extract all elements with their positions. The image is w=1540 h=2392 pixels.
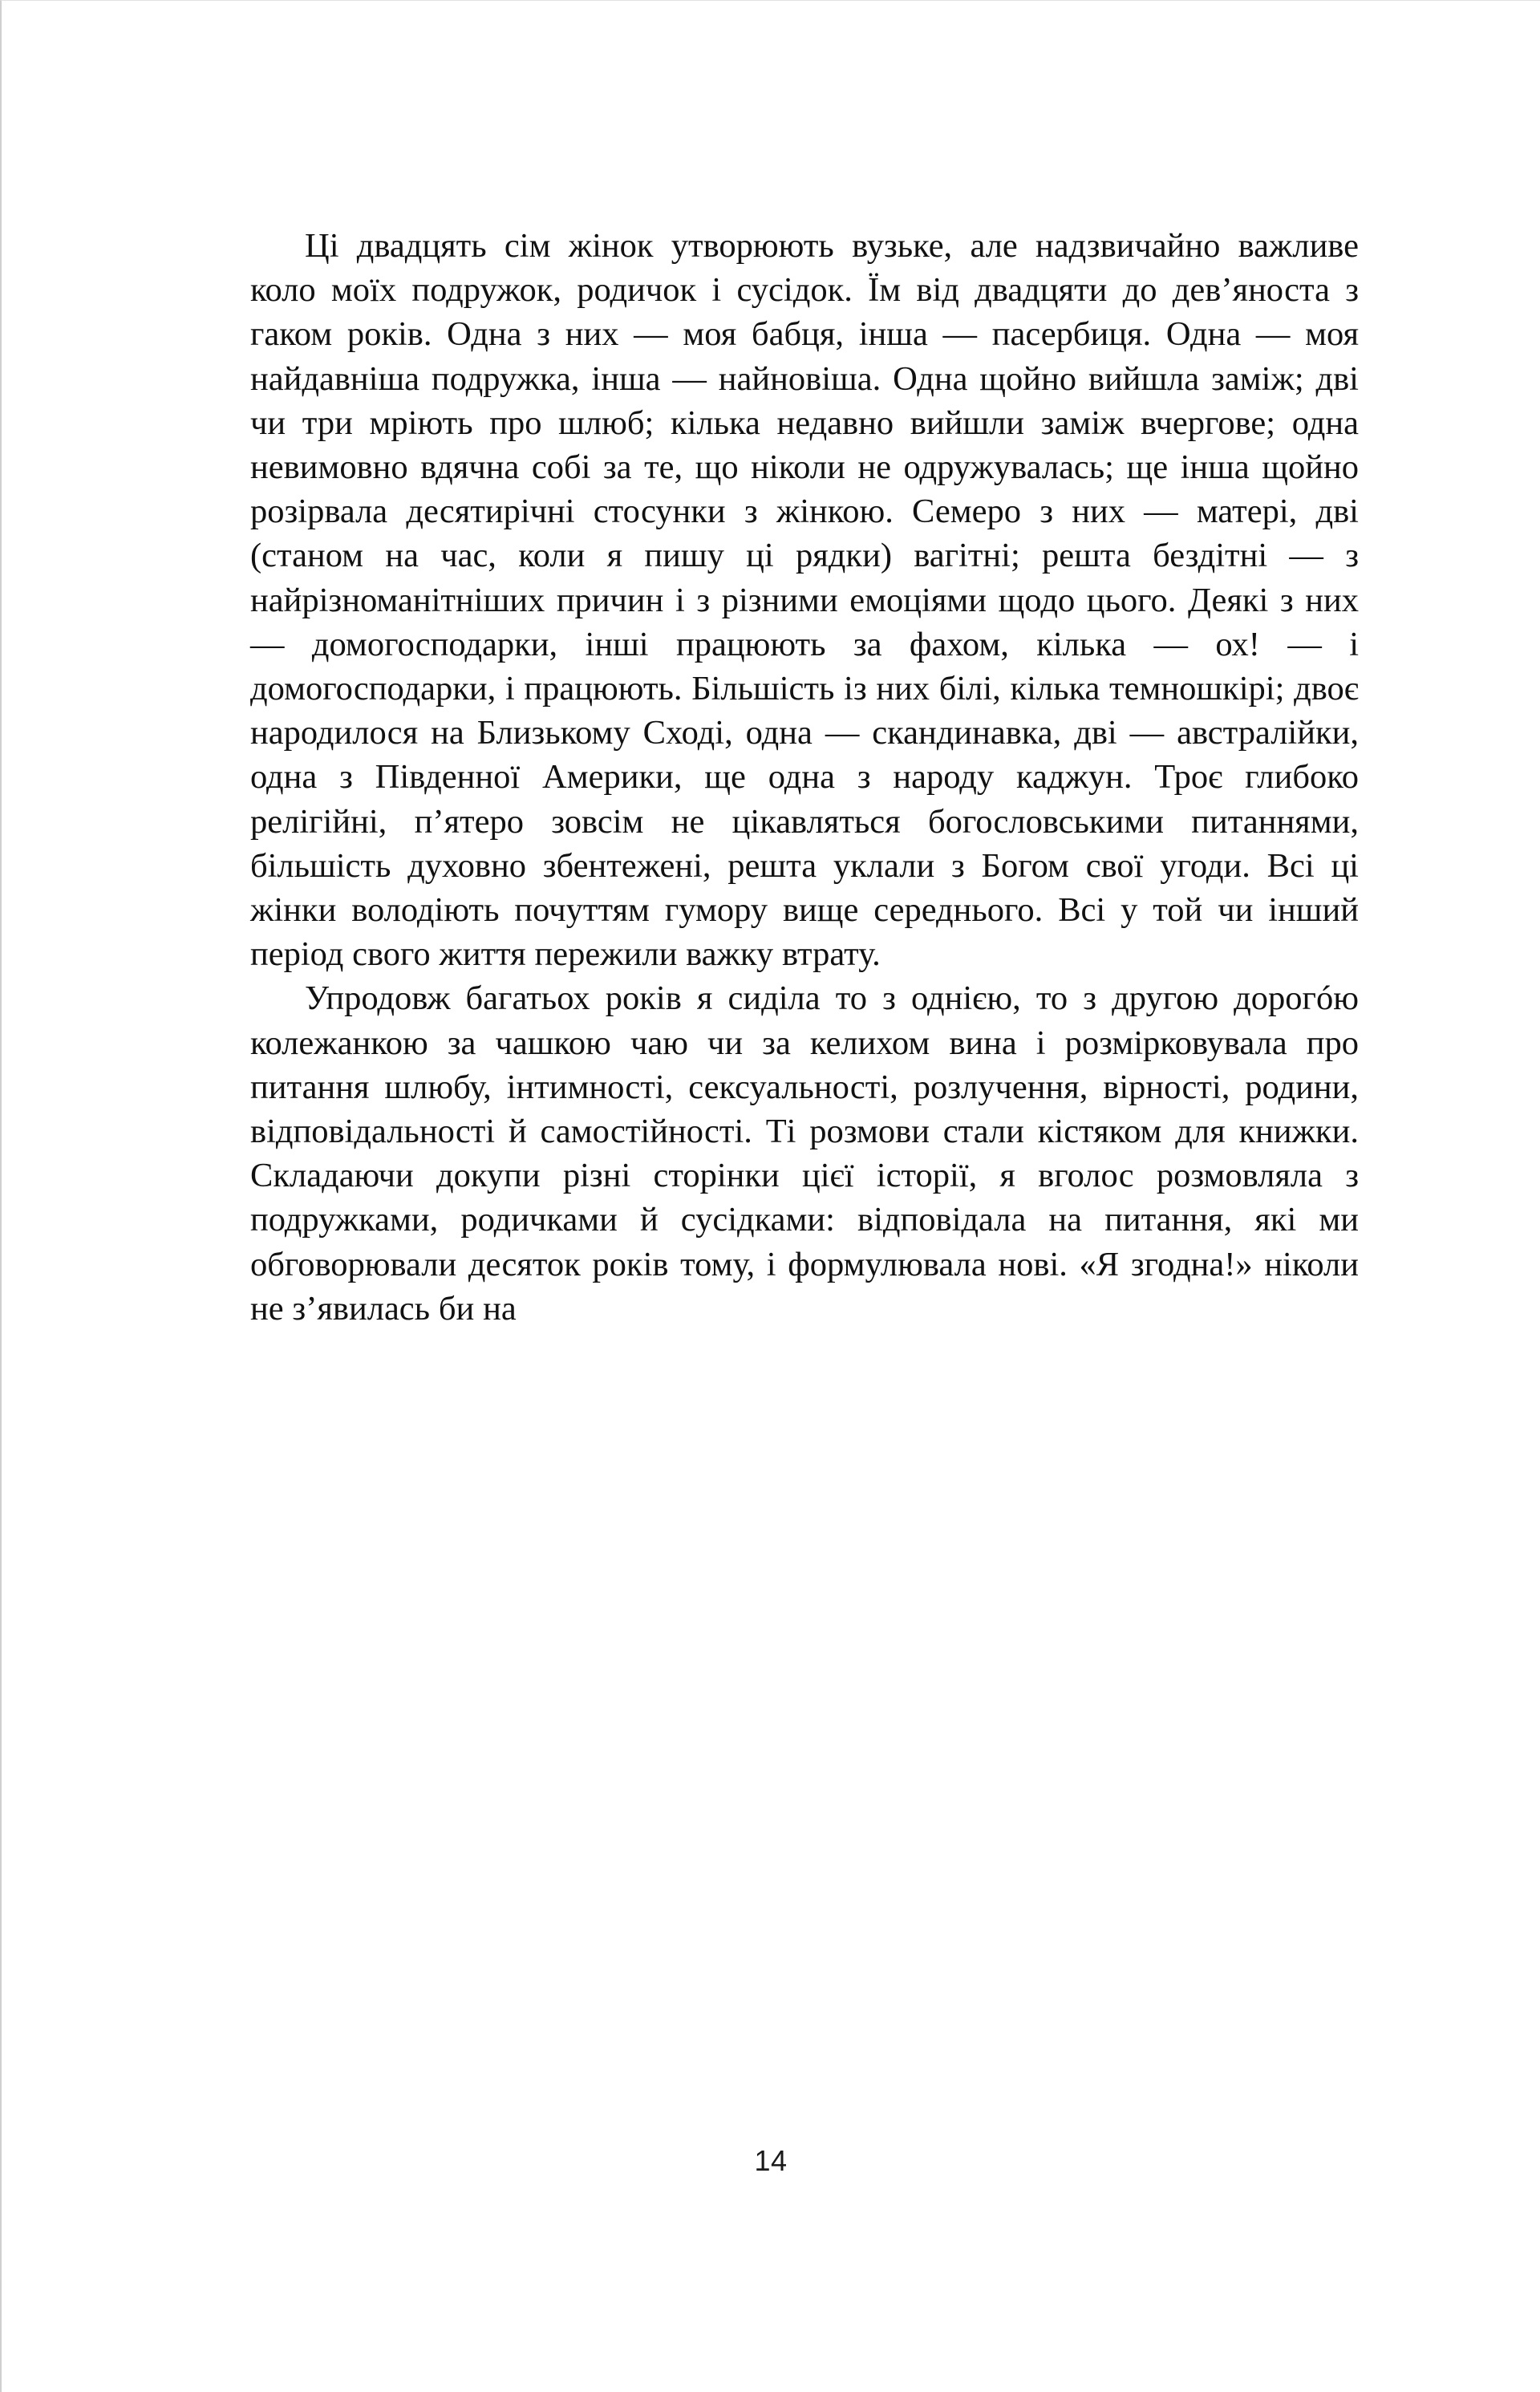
page-number: 14	[754, 2144, 788, 2177]
body-paragraph-2: Упродовж багатьох років я сиділа то з однією, то з другою дорогóю колежанкою за чашкою чаю чи за келихом вина і розмірковувала про питання шлюбу, інтимності, сексуальності, розлучення, вірності, родини, відповідальності й самостійності. Ті розмови стали кістяком для книжки. Складаючи докупи різні сторінки цієї історії, я вголос розмовляла з подружками, родичками й сусідками: відповідала на питання, які ми обговорювали десяток років тому, і формулювала нові. «Я згодна!» ніколи не з’явилась би на	[250, 979, 1359, 1328]
body-paragraph-1: Ці двадцять сім жінок утворюють вузьке, але надзвичайно важливе коло моїх подружок, родичок і сусідок. Їм від двадцяти до дев’яноста з гаком років. Одна з них — моя бабця, інша — пасербиця. Одна — моя найдавніша подружка, інша — найновіша. Одна щойно вийшла заміж; дві чи три мріють про шлюб; кілька недавно вийшли заміж вчергове; одна невимовно вдячна собі за те, що ніколи не одружувалась; ще інша щойно розірвала десятирічні стосунки з жінкою. Семеро з них — матері, дві (станом на час, коли я пишу ці рядки) вагітні; решта бездітні — з найрізноманітніших причин і з різними емоціями щодо цього. Деякі з них — домогосподарки, інші працюють за фахом, кілька — ох! — і домогосподарки, і працюють. Більшість із них білі, кілька темношкірі; двоє народилося на Близькому Сході, одна — скандинавка, дві — австралійки, одна з Південної Америки, ще одна з народу каджун. Троє глибоко релігійні, п’ятеро зовсім не цікавляться богословськими питаннями, більшість духовно збентежені, решта уклали з Богом свої угоди. Всі ці жінки володіють почуттям гумору вище середнього. Всі у той чи інший період свого життя пережили важку втрату.	[250, 227, 1359, 974]
page-text-block	[250, 224, 1359, 1331]
